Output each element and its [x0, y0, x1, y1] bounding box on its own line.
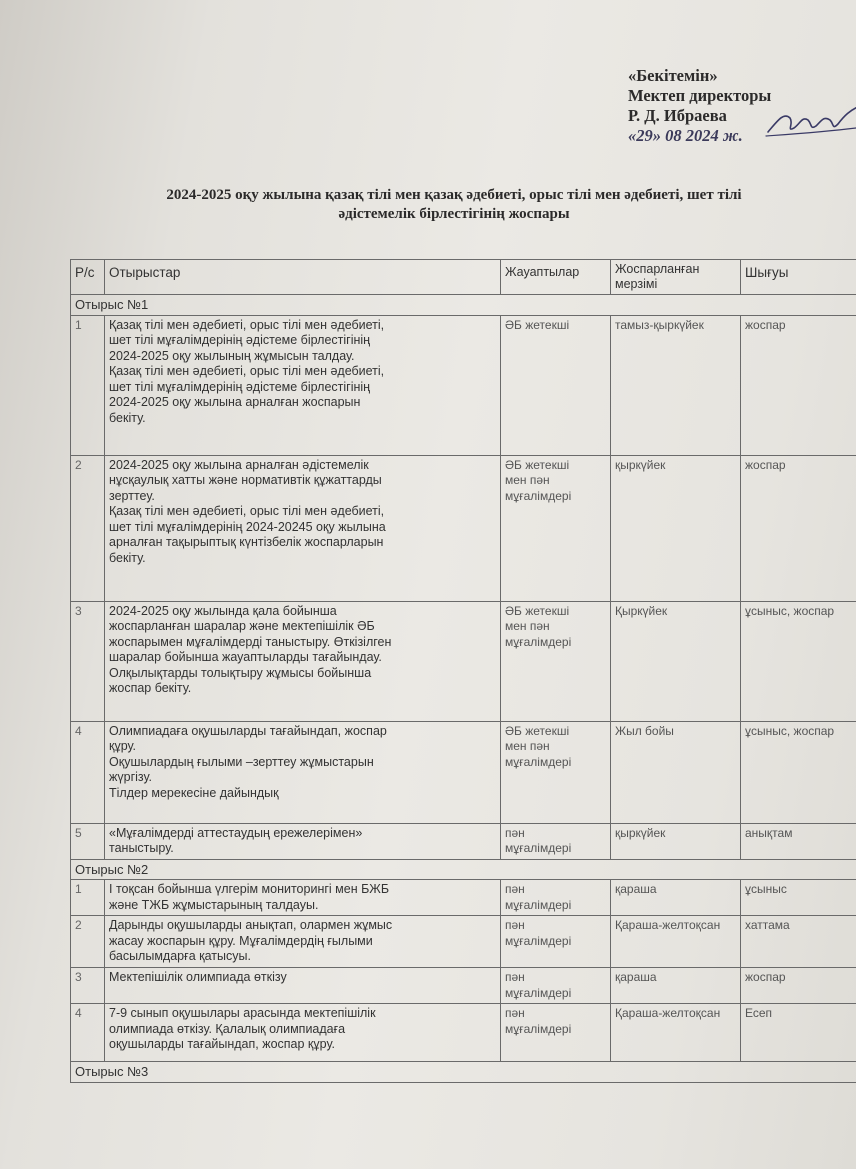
- row-output: жоспар: [741, 315, 856, 455]
- row-description: [105, 455, 501, 601]
- row-description: [105, 916, 501, 968]
- document-title: [74, 186, 834, 224]
- table-row: [71, 315, 856, 455]
- description-line: жоспар бекіту.: [109, 681, 192, 695]
- session-row: [71, 1062, 856, 1083]
- approval-heading: «Бекітемін»: [628, 66, 718, 85]
- approval-name: Р. Д. Ибраева: [628, 106, 727, 125]
- description-line: Қазақ тілі мен әдебиеті, орыс тілі мен әдебиеті,: [109, 317, 385, 332]
- description-line: шет тілі мұғалімдерінің 2024-20245 оқу жылына: [109, 519, 386, 534]
- row-number: 1: [71, 315, 105, 455]
- responsible-line: мен пән: [505, 473, 550, 487]
- description-line: Мектепішілік олимпиада өткізу: [109, 970, 287, 984]
- responsible-line: пән: [505, 918, 525, 932]
- responsible-line: ӘБ жетекші: [505, 603, 570, 618]
- responsible-line: ӘБ жетекші: [505, 457, 570, 472]
- session-label: Отырыс №2: [71, 859, 856, 880]
- row-responsible: [501, 315, 611, 455]
- description-line: 2024-2025 оқу жылында қала бойынша: [109, 603, 337, 618]
- responsible-line: мұғалімдері: [505, 985, 572, 1000]
- description-line: басылымдарға қатысуы.: [109, 949, 251, 963]
- plan-table: [70, 259, 856, 1083]
- row-description: [105, 823, 501, 859]
- row-responsible: [501, 916, 611, 968]
- responsible-line: мұғалімдері: [505, 897, 572, 912]
- description-line: Оқушылардың ғылыми –зерттеу жұмыстарын: [109, 754, 374, 769]
- description-line: олимпиада өткізу. Қалалық олимпиадаға: [109, 1021, 346, 1036]
- description-line: нұсқаулық хатты және нормативтік құжаттарды: [109, 473, 382, 487]
- row-number: 3: [71, 968, 105, 1004]
- description-line: шет тілі мұғалімдерінің әдістеме бірлестігінің: [109, 379, 371, 394]
- row-output: хаттама: [741, 916, 856, 968]
- description-line: шаралар бойынша жауаптыларды тағайындау.: [109, 650, 382, 664]
- title-line-1: 2024-2025 оқу жылына қазақ тілі мен қазақ әдебиеті, орыс тілі мен әдебиеті, шет тілі: [166, 187, 742, 203]
- description-line: оқушыларды тағайындап, жоспар құру.: [109, 1037, 335, 1051]
- table-row: [71, 823, 856, 859]
- row-number: 1: [71, 880, 105, 916]
- header-sessions: Отырыстар: [105, 260, 501, 295]
- table-body: [71, 295, 856, 1083]
- description-line: «Мұғалімдерді аттестаудың ережелерімен»: [109, 825, 363, 840]
- row-deadline: тамыз-қыркүйек: [611, 315, 741, 455]
- row-description: [105, 721, 501, 823]
- responsible-line: пән: [505, 825, 525, 840]
- table-row: [71, 1004, 856, 1062]
- responsible-line: мұғалімдері: [505, 1021, 572, 1036]
- row-responsible: [501, 968, 611, 1004]
- session-label: Отырыс №1: [71, 295, 856, 316]
- description-line: жоспарымен мұғалімдерді таныстыру. Өткізілген: [109, 634, 392, 649]
- session-label: Отырыс №3: [71, 1062, 856, 1083]
- responsible-line: мұғалімдері: [505, 841, 572, 855]
- table-row: [71, 721, 856, 823]
- row-output: ұсыныс, жоспар: [741, 721, 856, 823]
- header-deadline: Жоспарланған мерзімі: [611, 260, 741, 295]
- table-header-row: [71, 260, 856, 295]
- row-deadline: Жыл бойы: [611, 721, 741, 823]
- session-row: [71, 295, 856, 316]
- description-line: таныстыру.: [109, 841, 174, 855]
- row-number: 3: [71, 601, 105, 721]
- row-deadline: қыркүйек: [611, 823, 741, 859]
- description-line: жүргізу.: [109, 770, 152, 784]
- session-row: [71, 859, 856, 880]
- table-row: [71, 968, 856, 1004]
- title-line-2: әдістемелік бірлестігінің жоспары: [338, 206, 570, 222]
- responsible-line: пән: [505, 1006, 525, 1020]
- row-number: 4: [71, 721, 105, 823]
- header-num: Р/с: [71, 260, 105, 295]
- row-description: [105, 601, 501, 721]
- approval-date: «29» 08 2024 ж.: [628, 126, 743, 145]
- description-line: Тілдер мерекесіне дайындық: [109, 785, 279, 800]
- description-line: 2024-2025 оқу жылының жұмысын талдау.: [109, 348, 355, 363]
- description-line: құру.: [109, 739, 137, 753]
- description-line: зерттеу.: [109, 488, 155, 503]
- row-responsible: [501, 601, 611, 721]
- row-responsible: [501, 880, 611, 916]
- description-line: 2024-2025 оқу жылына арналған жоспарын: [109, 395, 361, 409]
- table-row: [71, 916, 856, 968]
- table-row: [71, 880, 856, 916]
- description-line: Олимпиадаға оқушыларды тағайындап, жоспар: [109, 723, 387, 738]
- row-responsible: [501, 823, 611, 859]
- table-row: [71, 601, 856, 721]
- responsible-line: мұғалімдері: [505, 754, 572, 769]
- header-responsible: Жауаптылар: [501, 260, 611, 295]
- row-number: 4: [71, 1004, 105, 1062]
- responsible-line: ӘБ жетекші: [505, 723, 570, 738]
- row-number: 5: [71, 823, 105, 859]
- description-line: 7-9 сынып оқушылары арасында мектепішілік: [109, 1006, 376, 1020]
- responsible-line: ӘБ жетекші: [505, 317, 570, 332]
- row-output: ұсыныс, жоспар: [741, 601, 856, 721]
- row-description: [105, 880, 501, 916]
- approval-block: [628, 66, 856, 146]
- description-line: Дарынды оқушыларды анықтап, олармен жұмыс: [109, 918, 393, 932]
- description-line: Қазақ тілі мен әдебиеті, орыс тілі мен әдебиеті,: [109, 364, 385, 378]
- table-row: [71, 455, 856, 601]
- row-description: [105, 315, 501, 455]
- responsible-line: мұғалімдері: [505, 488, 572, 503]
- row-deadline: қараша: [611, 968, 741, 1004]
- row-output: ұсыныс: [741, 880, 856, 916]
- row-deadline: қараша: [611, 880, 741, 916]
- row-output: жоспар: [741, 455, 856, 601]
- row-deadline: Қыркүйек: [611, 601, 741, 721]
- signature-icon: [764, 102, 856, 142]
- responsible-line: пән: [505, 970, 525, 984]
- row-number: 2: [71, 455, 105, 601]
- description-line: І тоқсан бойынша үлгерім мониторингі мен БЖБ: [109, 882, 390, 896]
- responsible-line: мен пән: [505, 619, 550, 633]
- row-output: анықтам: [741, 823, 856, 859]
- row-deadline: қыркүйек: [611, 455, 741, 601]
- row-responsible: [501, 455, 611, 601]
- row-number: 2: [71, 916, 105, 968]
- row-responsible: [501, 721, 611, 823]
- description-line: Қазақ тілі мен әдебиеті, орыс тілі мен әдебиеті,: [109, 504, 385, 518]
- description-line: шет тілі мұғалімдерінің әдістеме бірлестігінің: [109, 333, 371, 347]
- row-description: [105, 968, 501, 1004]
- responsible-line: мұғалімдері: [505, 634, 572, 649]
- responsible-line: мұғалімдері: [505, 933, 572, 948]
- description-line: бекіту.: [109, 410, 146, 425]
- row-description: [105, 1004, 501, 1062]
- row-deadline: Қараша-желтоқсан: [611, 1004, 741, 1062]
- row-deadline: Қараша-желтоқсан: [611, 916, 741, 968]
- description-line: жоспарланған шаралар және мектепішілік ӘБ: [109, 619, 375, 633]
- description-line: Олқылықтарды толықтыру жұмысы бойынша: [109, 665, 372, 680]
- description-line: және ТЖБ жұмыстарының талдауы.: [109, 897, 319, 912]
- header-output: Шығуы: [741, 260, 856, 295]
- description-line: арналған тақырыптық күнтізбелік жоспарларын: [109, 535, 384, 549]
- responsible-line: пән: [505, 882, 525, 896]
- row-responsible: [501, 1004, 611, 1062]
- description-line: жасау жоспарын құру. Мұғалімдердің ғылыми: [109, 933, 373, 948]
- row-output: жоспар: [741, 968, 856, 1004]
- description-line: 2024-2025 оқу жылына арналған әдістемелік: [109, 457, 369, 472]
- approval-position: Мектеп директоры: [628, 86, 772, 105]
- row-output: Есеп: [741, 1004, 856, 1062]
- description-line: бекіту.: [109, 550, 146, 565]
- responsible-line: мен пән: [505, 739, 550, 753]
